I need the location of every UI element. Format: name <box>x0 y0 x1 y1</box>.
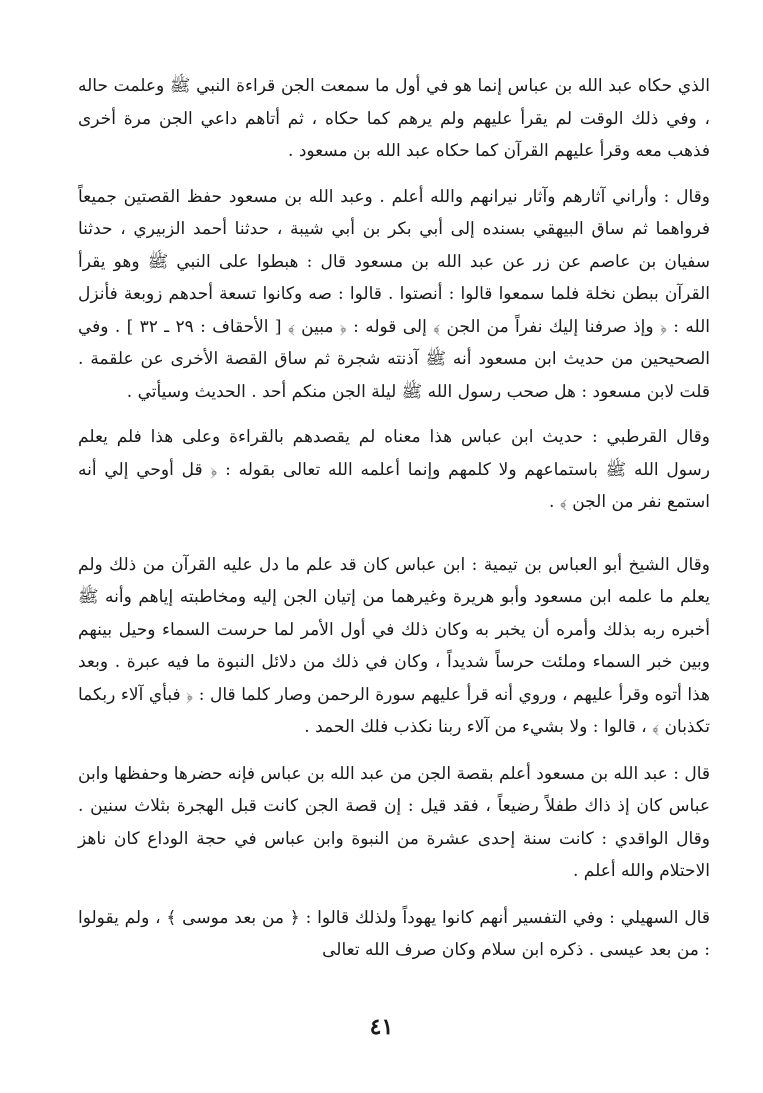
paragraph-gap <box>78 168 710 181</box>
paragraph-2: وقال : وأراني آثارهم وآثار نيرانهم والله أعلم . وعبد الله بن مسعود حفظ القصتين جميعاً فرواهما ثم ساق البيهقي بسنده إلى أبي بكر بن أبي شيبة ، حدثنا أحمد الزبيري ، حدثنا سفيان بن عاصم عن زر عن عبد الله بن مسعود قال : هبطوا على النبي ﷺ وهو يقرأ القرآن ببطن نخلة فلما سمعوا قالوا : أنصتوا . قالوا : صه وكانوا تسعة أحدهم زوبعة فأنزل الله : ﴿ وإذ صرفنا إليك نفراً من الجن ﴾ إلى قوله : ﴿ مبين ﴾ [ الأحقاف : ٢٩ ـ ٣٢ ] . وفي الصحيحين من حديث ابن مسعود أنه ﷺ آذنته شجرة ثم ساق القصة الأخرى عن علقمة . قلت لابن مسعود : هل صحب رسول الله ﷺ ليلة الجن منكم أحد . الحديث وسيأتي . <box>78 186 710 402</box>
paragraph-5: قال : عبد الله بن مسعود أعلم بقصة الجن من عبد الله بن عباس فإنه حضرها وحفظها وابن عباس كان إذ ذاك طفلاً رضيعاً ، فقد قيل : إن قصة الجن كانت قبل الهجرة بثلاث سنين . وقال الواقدي : كانت سنة إحدى عشرة من النبوة وابن عباس في حجة الوداع كان ناهز الاحتلام والله أعلم . <box>78 763 710 881</box>
paragraph-gap <box>78 519 710 549</box>
page-text-body <box>78 70 710 967</box>
paragraph-gap <box>78 744 710 758</box>
paragraph-gap <box>78 888 710 902</box>
paragraph-gap <box>78 408 710 421</box>
paragraph-4: وقال الشيخ أبو العباس بن تيمية : ابن عباس كان قد علم ما دل عليه القرآن من ذلك ولم يعلم ما علمه ابن مسعود وأبو هريرة وغيرهما من إتيان الجن إليه ومخاطبته إياهم وأنه ﷺ أخبره ربه بذلك وأمره أن يخبر به وكان ذلك في أول الأمر لما حرست السماء وحيل بينهم وبين خبر السماء وملئت حرساً شديداً ، وكان في ذلك من دلائل النبوة ما فيه عبرة . وبعد هذا أتوه وقرأ عليهم ، وروي أنه قرأ عليهم سورة الرحمن وصار كلما قال : ﴿ فبأي آلاء ربكما تكذبان ﴾ ، قالوا : ولا بشيء من آلاء ربنا نكذب فلك الحمد . <box>78 554 710 737</box>
paragraph-6: قال السهيلي : وفي التفسير أنهم كانوا يهوداً ولذلك قالوا : ﴿ من بعد موسى ﴾ ، ولم يقولوا : من بعد عيسى . ذكره ابن سلام وكان صرف الله تعالى <box>78 907 710 960</box>
paragraph-3: وقال القرطبي : حديث ابن عباس هذا معناه لم يقصدهم بالقراءة وعلى هذا فلم يعلم رسول الله ﷺ باستماعهم ولا كلمهم وإنما أعلمه الله تعالى بقوله : ﴿ قل أوحي إلي أنه استمع نفر من الجن ﴾ . <box>78 427 710 512</box>
paragraph-1: الذي حكاه عبد الله بن عباس إنما هو في أول ما سمعت الجن قراءة النبي ﷺ وعلمت حاله ، وفي ذلك الوقت لم يقرأ عليهم ولم يرهم كما حكاه ، ثم أتاهم داعي الجن مرة أخرى فذهب معه وقرأ عليهم القرآن كما حكاه عبد الله بن مسعود . <box>78 76 710 161</box>
page-number: ٤١ <box>369 1014 394 1040</box>
